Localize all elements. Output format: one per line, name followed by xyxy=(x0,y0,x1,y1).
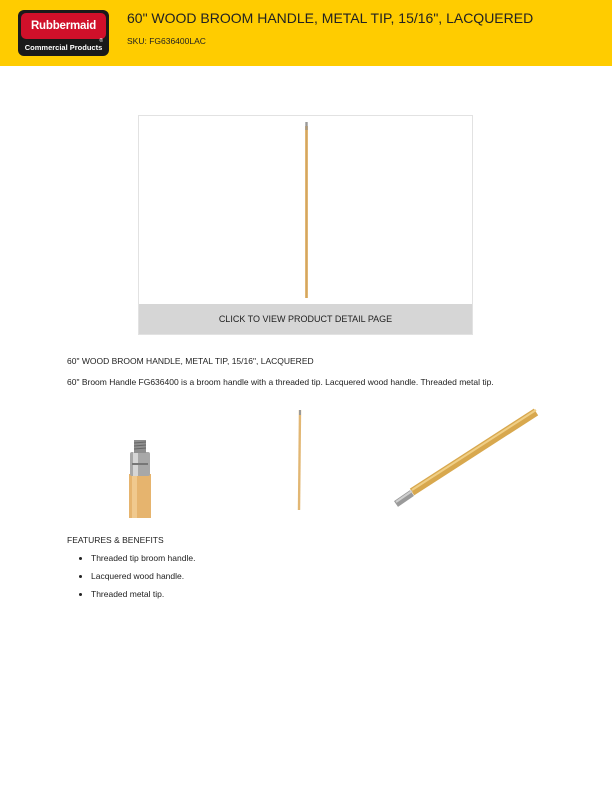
feature-item: • Threaded tip broom handle. xyxy=(91,549,195,567)
header-banner xyxy=(0,0,612,66)
product-image-main xyxy=(139,116,472,304)
feature-item: • Lacquered wood handle. xyxy=(91,567,195,585)
rubbermaid-logo xyxy=(18,10,109,56)
hero-product-card[interactable] xyxy=(138,115,473,335)
logo-subtitle: Commercial Products xyxy=(24,43,103,52)
features-list xyxy=(67,549,195,603)
page-title: 60" WOOD BROOM HANDLE, METAL TIP, 15/16", LACQUERED xyxy=(127,10,534,26)
logo-wordmark: Rubbermaid xyxy=(21,13,106,39)
thumbnail-full-handle[interactable] xyxy=(290,408,310,512)
product-name: 60" WOOD BROOM HANDLE, METAL TIP, 15/16", LACQUERED xyxy=(67,356,314,366)
thumbnail-angled-handle[interactable] xyxy=(390,408,540,510)
view-product-detail-button[interactable]: CLICK TO VIEW PRODUCT DETAIL PAGE xyxy=(139,304,472,334)
features-heading: FEATURES & BENEFITS xyxy=(67,535,164,545)
thumbnail-threaded-tip[interactable] xyxy=(110,438,170,518)
sku-label: SKU: FG636400LAC xyxy=(127,36,206,46)
feature-item: • Threaded metal tip. xyxy=(91,585,195,603)
logo-registered-mark: ® xyxy=(99,38,103,44)
product-description: 60" Broom Handle FG636400 is a broom handle with a threaded tip. Lacquered wood handle. Threaded metal tip. xyxy=(67,377,494,387)
